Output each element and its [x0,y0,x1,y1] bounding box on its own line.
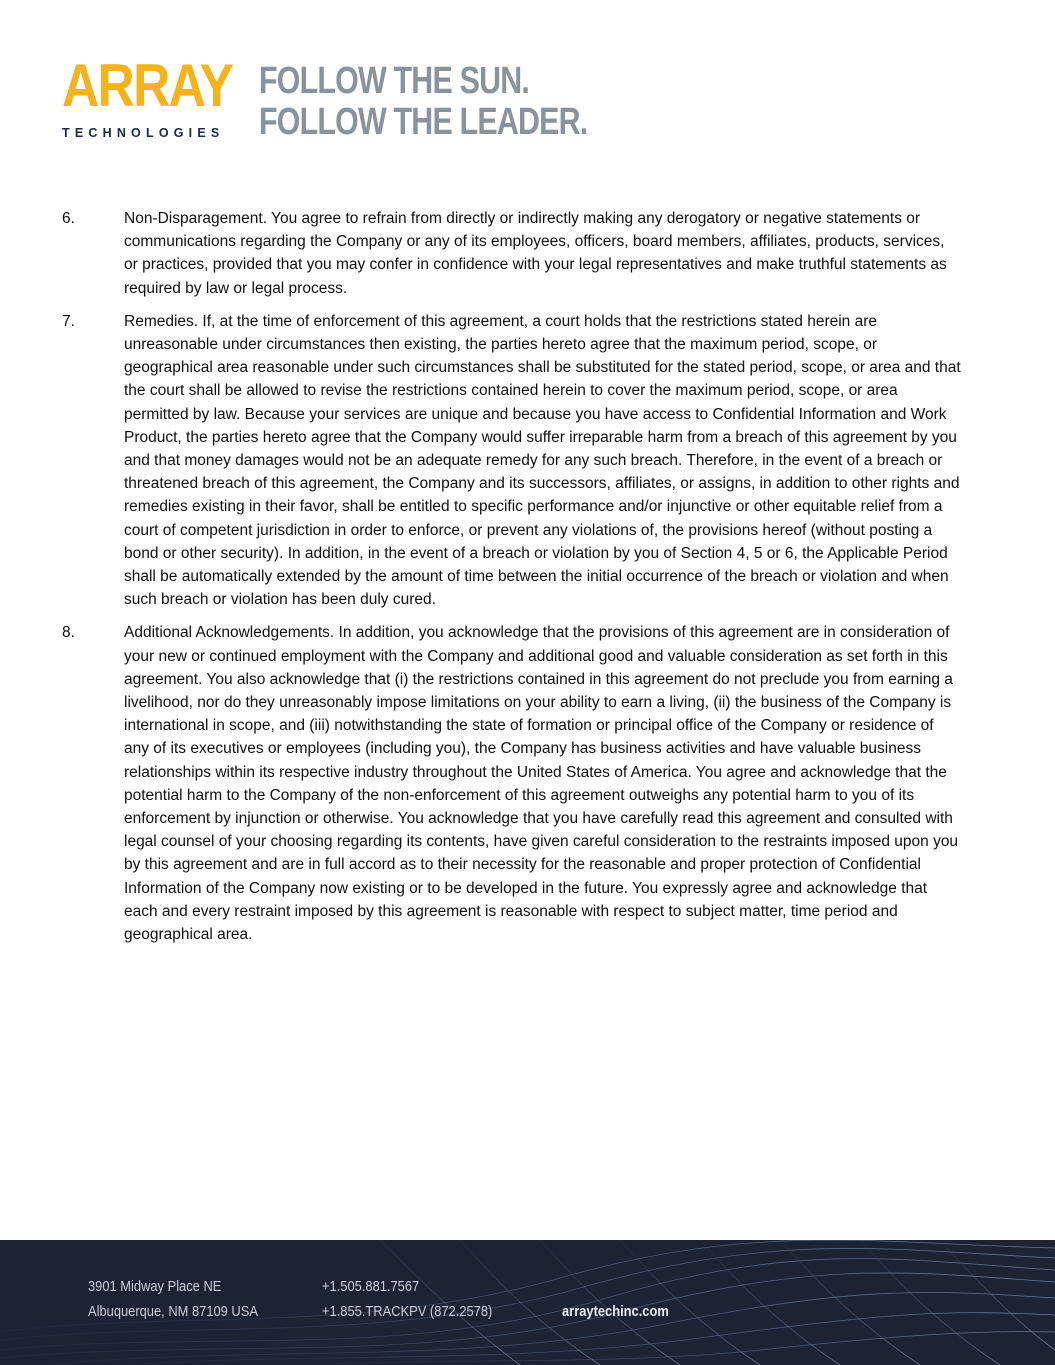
tagline-line-1: FOLLOW THE SUN. [259,60,530,102]
footer-website-link[interactable]: arraytechinc.com [562,1303,669,1320]
section-8 [62,621,962,946]
footer-address-line-2: Albuquerque, NM 87109 USA [88,1303,258,1320]
section-number: 8. [62,624,75,642]
section-text: Additional Acknowledgements. In addition, you acknowledge that the provisions of this agreement are in consideration of your new or continued employment with the Company and additional good and valuable consideration as set forth in this agreement. You also acknowledge that (i) the restrictions contained in this agreement do not preclude you from earning a livelihood, nor do they unreasonably impose limitations on your ability to earn a living, (ii) the business of the Company is international in scope, and (iii) notwithstanding the state of formation or principal office of the Company or residence of any of its executives or employees (including you), the Company has business activities and have valuable business relationships within its respective industry throughout the United States of America. You agree and acknowledge that the potential harm to the Company of the non-enforcement of this agreement outweighs any potential harm to you of its enforcement by injunction or otherwise. You acknowledge that you have carefully read this agreement and consulted with legal counsel of your choosing regarding its contents, have given careful consideration to the restraints imposed upon you by this agreement and are in full accord as to their necessity for the reasonable and proper protection of Confidential Information of the Company now existing or to be developed in the future. You expressly agree and acknowledge that each and every restraint imposed by this agreement is reasonable with respect to subject matter, time period and geographical area. [124,624,959,944]
company-logo-wordmark: ARRAY [62,52,233,119]
section-7 [62,310,962,612]
letterhead [0,0,1055,160]
letterhead-footer [0,1240,1055,1365]
tagline-line-2: FOLLOW THE LEADER. [259,101,588,143]
section-text: Remedies. If, at the time of enforcement of this agreement, a court holds that the restrictions stated herein are unreasonable under circumstances then existing, the parties hereto agree that the maximum period, scope, or geographical area reasonable under such circumstances shall be substituted for the stated period, scope, or area and that the court shall be allowed to revise the restrictions contained herein to cover the maximum period, scope, or area permitted by law. Because your services are unique and because you have access to Confidential Information and Work Product, the parties hereto agree that the Company would suffer irreparable harm from a breach of this agreement by you and that money damages would not be an adequate remedy for any such breach. Therefore, in the event of a breach or threatened breach of this agreement, the Company and its successors, affiliates, or assigns, in addition to other rights and remedies existing in their favor, shall be entitled to specific performance and/or injunctive or other equitable relief from a court of competent jurisdiction in order to enforce, or prevent any violations of, the provisions hereof (without posting a bond or other security). In addition, in the event of a breach or violation by you of Section 4, 5 or 6, the Applicable Period shall be automatically extended by the amount of time between the initial occurrence of the breach or violation and when such breach or violation has been duly cured. [124,312,961,609]
footer-phone-2: +1.855.TRACKPV (872.2578) [322,1303,493,1320]
section-number: 7. [62,312,75,330]
section-text: Non-Disparagement. You agree to refrain from directly or indirectly making any derogatory or negative statements or communications regarding the Company or any of its employees, officers, board members, affiliates, products, services, or practices, provided that you may confer in confidence with your legal representatives and make truthful statements as required by law or legal process. [124,210,947,297]
document-body [62,207,962,956]
section-number: 6. [62,210,75,227]
section-6 [62,207,962,300]
footer-phone-1: +1.505.881.7567 [322,1278,420,1295]
footer-address-line-1: 3901 Midway Place NE [88,1278,222,1295]
company-logo-subtitle: TECHNOLOGIES [62,126,225,140]
